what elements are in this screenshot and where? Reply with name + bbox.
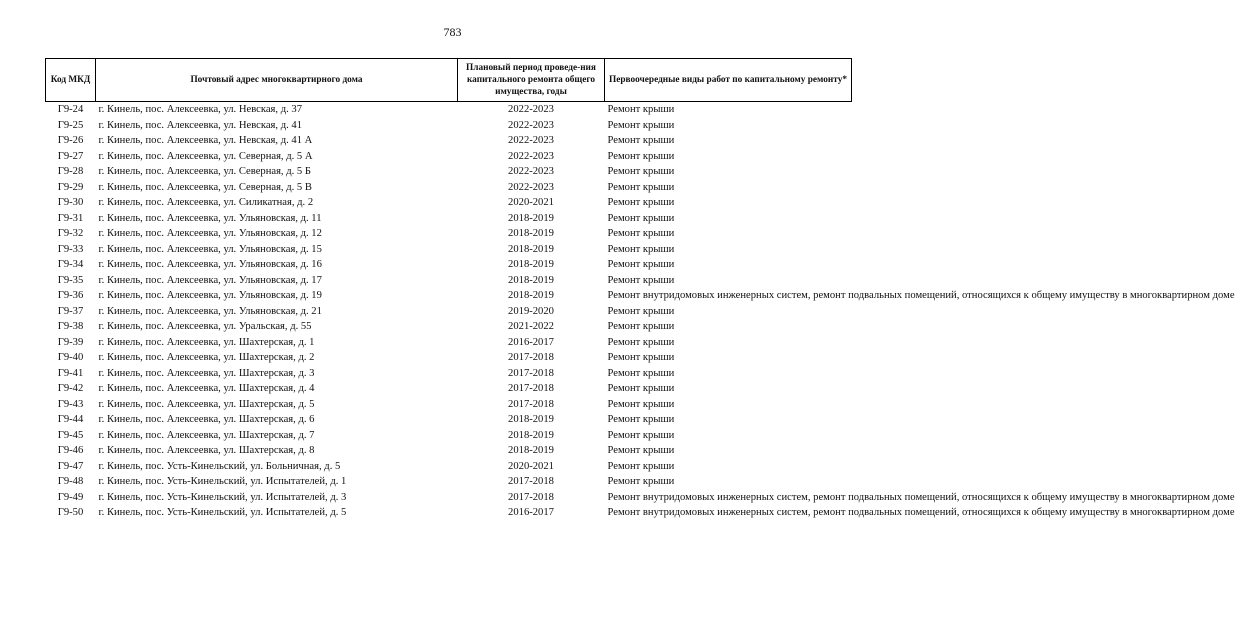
row-period: 2018-2019 [508, 429, 554, 441]
row-period: 2020-2021 [508, 460, 554, 472]
table-row [46, 133, 852, 149]
table-row [46, 211, 852, 227]
row-period: 2022-2023 [508, 119, 554, 131]
row-address: г. Кинель, пос. Алексеевка, ул. Северная, д. 5 В [98, 181, 312, 193]
table-row [46, 288, 852, 304]
row-code: Г9-42 [57, 383, 84, 394]
row-address: г. Кинель, пос. Алексеевка, ул. Ульяновская, д. 19 [98, 290, 322, 301]
page-number: 783 [443, 25, 462, 39]
row-works: Ремонт крыши [607, 274, 675, 286]
row-address: г. Кинель, пос. Алексеевка, ул. Шахтерская, д. 3 [98, 367, 315, 379]
row-address: г. Кинель, пос. Алексеевка, ул. Ульяновская, д. 17 [98, 274, 322, 286]
row-period: 2017-2018 [508, 367, 554, 379]
table-body [46, 102, 1235, 521]
row-works: Ремонт крыши [607, 259, 675, 270]
row-period: 2018-2019 [508, 414, 554, 425]
row-period: 2018-2019 [508, 243, 554, 255]
row-period: 2018-2019 [508, 445, 554, 456]
header-code: Код МКД [46, 59, 96, 102]
table-row [46, 505, 852, 521]
row-code: Г9-37 [57, 305, 84, 317]
row-works: Ремонт крыши [607, 476, 675, 487]
row-code: Г9-41 [57, 367, 84, 379]
row-works: Ремонт крыши [607, 336, 675, 348]
table-row [46, 242, 852, 258]
row-code: Г9-32 [57, 228, 84, 239]
row-address: г. Кинель, пос. Алексеевка, ул. Невская, д. 37 [98, 104, 302, 115]
row-works: Ремонт крыши [607, 383, 675, 394]
row-period: 2021-2022 [508, 321, 554, 332]
row-address: г. Кинель, пос. Алексеевка, ул. Ульяновская, д. 16 [98, 259, 322, 270]
row-code: Г9-39 [57, 336, 84, 348]
row-works: Ремонт крыши [607, 460, 675, 472]
row-period: 2022-2023 [508, 181, 554, 193]
row-code: Г9-28 [57, 166, 84, 177]
row-code: Г9-40 [57, 352, 84, 363]
row-works: Ремонт крыши [607, 367, 675, 379]
row-works: Ремонт крыши [607, 212, 675, 224]
table-row [46, 257, 852, 273]
row-code: Г9-27 [57, 150, 84, 162]
table-row [46, 102, 852, 118]
row-address: г. Кинель, пос. Алексеевка, ул. Северная, д. 5 А [98, 150, 313, 162]
row-works: Ремонт крыши [607, 352, 675, 363]
row-works: Ремонт крыши [607, 119, 675, 131]
row-code: Г9-43 [57, 398, 84, 410]
row-period: 2022-2023 [508, 135, 554, 146]
row-address: г. Кинель, пос. Алексеевка, ул. Невская, д. 41 А [98, 135, 313, 146]
table-row [46, 366, 852, 382]
row-code: Г9-34 [57, 259, 84, 270]
row-address: г. Кинель, пос. Алексеевка, ул. Шахтерская, д. 7 [98, 429, 315, 441]
row-period: 2022-2023 [508, 104, 554, 115]
table-row [46, 164, 852, 180]
buildings-table [45, 58, 1235, 521]
row-code: Г9-26 [57, 135, 84, 146]
row-code: Г9-38 [57, 321, 84, 332]
row-works: Ремонт внутридомовых инженерных систем, ремонт подвальных помещений, относящихся к общему имуществу в многоквартирном доме [607, 491, 1235, 503]
row-code: Г9-49 [57, 491, 84, 503]
row-address: г. Кинель, пос. Алексеевка, ул. Ульяновская, д. 15 [98, 243, 322, 255]
row-period: 2017-2018 [508, 352, 554, 363]
row-works: Ремонт крыши [607, 445, 675, 456]
row-works: Ремонт крыши [607, 429, 675, 441]
row-address: г. Кинель, пос. Алексеевка, ул. Ульяновская, д. 11 [98, 212, 322, 224]
row-address: г. Кинель, пос. Алексеевка, ул. Шахтерская, д. 2 [98, 352, 315, 363]
table-row [46, 490, 852, 506]
row-address: г. Кинель, пос. Алексеевка, ул. Шахтерская, д. 5 [98, 398, 315, 410]
header-works: Первоочередные виды работ по капитальному ремонту* [605, 59, 852, 102]
table-row [46, 319, 852, 335]
row-address: г. Кинель, пос. Усть-Кинельский, ул. Больничная, д. 5 [98, 460, 341, 472]
row-address: г. Кинель, пос. Алексеевка, ул. Шахтерская, д. 1 [98, 336, 315, 348]
table-row [46, 459, 852, 475]
row-address: г. Кинель, пос. Алексеевка, ул. Шахтерская, д. 8 [98, 445, 315, 456]
row-period: 2017-2018 [508, 491, 554, 503]
table-row [46, 428, 852, 444]
row-period: 2017-2018 [508, 398, 554, 410]
table-row [46, 304, 852, 320]
row-code: Г9-25 [57, 119, 84, 131]
row-code: Г9-36 [57, 290, 84, 301]
row-code: Г9-50 [57, 507, 84, 518]
table-row [46, 273, 852, 289]
table-header-row [46, 59, 852, 102]
row-address: г. Кинель, пос. Алексеевка, ул. Ульяновская, д. 12 [98, 228, 322, 239]
row-works: Ремонт крыши [607, 181, 675, 193]
row-period: 2020-2021 [508, 197, 554, 208]
table-row [46, 226, 852, 242]
table-row [46, 443, 852, 459]
row-period: 2018-2019 [508, 259, 554, 270]
row-works: Ремонт крыши [607, 243, 675, 255]
table-row [46, 149, 852, 165]
row-works: Ремонт крыши [607, 398, 675, 410]
row-address: г. Кинель, пос. Алексеевка, ул. Шахтерская, д. 4 [98, 383, 315, 394]
table-row [46, 335, 852, 351]
row-period: 2018-2019 [508, 228, 554, 239]
row-period: 2019-2020 [508, 305, 554, 317]
header-period: Плановый период проведе-ния капитального ремонта общего имущества, годы [458, 59, 605, 102]
row-period: 2017-2018 [508, 476, 554, 487]
row-address: г. Кинель, пос. Алексеевка, ул. Уральская, д. 55 [98, 321, 312, 332]
row-code: Г9-31 [57, 212, 84, 224]
row-works: Ремонт внутридомовых инженерных систем, ремонт подвальных помещений, относящихся к общему имуществу в многоквартирном доме [607, 507, 1235, 518]
row-period: 2018-2019 [508, 212, 554, 224]
header-address: Почтовый адрес многоквартирного дома [96, 59, 458, 102]
row-period: 2022-2023 [508, 150, 554, 162]
row-works: Ремонт крыши [607, 305, 675, 317]
row-works: Ремонт крыши [607, 150, 675, 162]
row-code: Г9-24 [57, 104, 84, 115]
row-code: Г9-35 [57, 274, 84, 286]
row-address: г. Кинель, пос. Алексеевка, ул. Ульяновская, д. 21 [98, 305, 322, 317]
table-row [46, 474, 852, 490]
row-works: Ремонт крыши [607, 104, 675, 115]
row-address: г. Кинель, пос. Алексеевка, ул. Невская, д. 41 [98, 119, 302, 131]
row-period: 2018-2019 [508, 290, 554, 301]
table-row [46, 180, 852, 196]
row-works: Ремонт крыши [607, 414, 675, 425]
row-address: г. Кинель, пос. Усть-Кинельский, ул. Испытателей, д. 3 [98, 491, 347, 503]
table-row [46, 397, 852, 413]
row-code: Г9-30 [57, 197, 84, 208]
row-works: Ремонт внутридомовых инженерных систем, ремонт подвальных помещений, относящихся к общему имуществу в многоквартирном доме [607, 290, 1235, 301]
row-works: Ремонт крыши [607, 135, 675, 146]
table-row [46, 350, 852, 366]
row-address: г. Кинель, пос. Алексеевка, ул. Северная, д. 5 Б [98, 166, 311, 177]
row-works: Ремонт крыши [607, 197, 675, 208]
row-address: г. Кинель, пос. Усть-Кинельский, ул. Испытателей, д. 1 [98, 476, 347, 487]
row-period: 2017-2018 [508, 383, 554, 394]
row-code: Г9-47 [57, 460, 84, 472]
row-code: Г9-46 [57, 445, 84, 456]
row-period: 2018-2019 [508, 274, 554, 286]
table-row [46, 118, 852, 134]
row-works: Ремонт крыши [607, 321, 675, 332]
row-code: Г9-29 [57, 181, 84, 193]
table-row [46, 381, 852, 397]
row-code: Г9-44 [57, 414, 84, 425]
row-code: Г9-45 [57, 429, 84, 441]
row-address: г. Кинель, пос. Усть-Кинельский, ул. Испытателей, д. 5 [98, 507, 347, 518]
row-works: Ремонт крыши [607, 166, 675, 177]
row-period: 2016-2017 [508, 336, 554, 348]
row-period: 2016-2017 [508, 507, 554, 518]
table-row [46, 412, 852, 428]
row-code: Г9-48 [57, 476, 84, 487]
table-row [46, 195, 852, 211]
row-address: г. Кинель, пос. Алексеевка, ул. Шахтерская, д. 6 [98, 414, 315, 425]
row-address: г. Кинель, пос. Алексеевка, ул. Силикатная, д. 2 [98, 197, 314, 208]
row-works: Ремонт крыши [607, 228, 675, 239]
row-period: 2022-2023 [508, 166, 554, 177]
row-code: Г9-33 [57, 243, 84, 255]
